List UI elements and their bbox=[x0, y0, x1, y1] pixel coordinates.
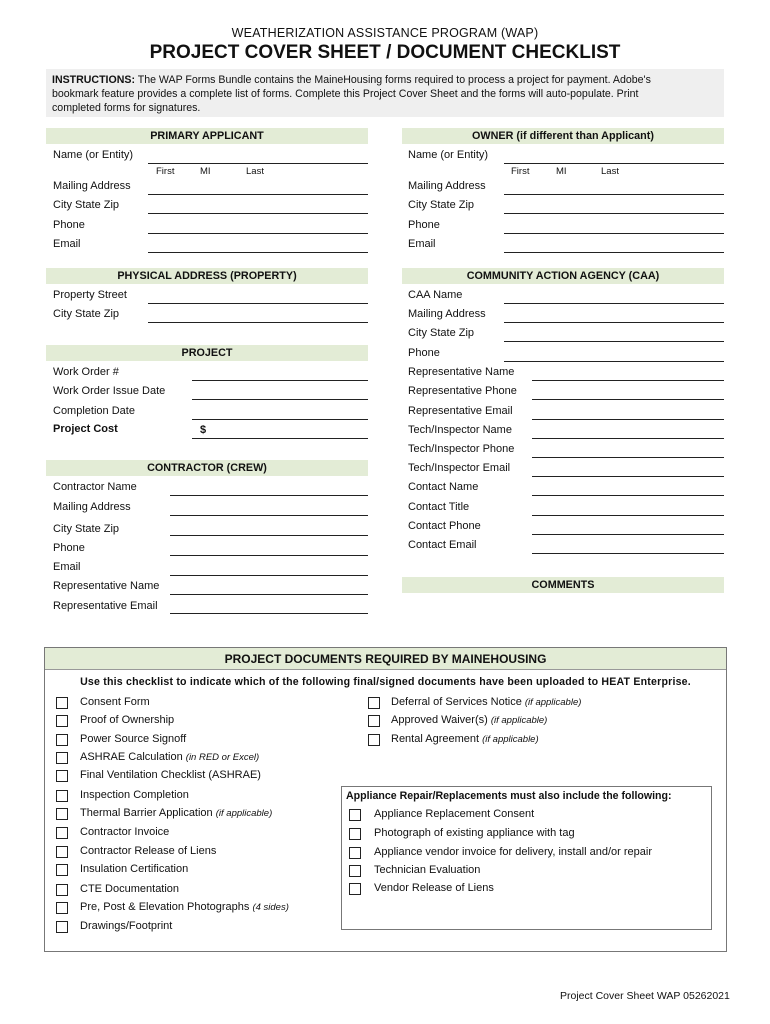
caa-mailing-field[interactable] bbox=[504, 322, 724, 323]
checklist-item-label bbox=[80, 714, 174, 726]
checkbox[interactable] bbox=[368, 715, 380, 727]
checklist-header: PROJECT DOCUMENTS REQUIRED BY MAINEHOUSING bbox=[45, 648, 726, 670]
checklist-item-label bbox=[80, 789, 189, 801]
item-note: (if applicable) bbox=[482, 734, 539, 745]
program-name: WEATHERIZATION ASSISTANCE PROGRAM (WAP) bbox=[231, 26, 539, 40]
primary-email-field[interactable] bbox=[148, 252, 368, 253]
caa-rep-email-field[interactable] bbox=[532, 419, 724, 420]
owner-header: OWNER (if different than Applicant) bbox=[402, 128, 724, 144]
primary-phone-field[interactable] bbox=[148, 233, 368, 234]
checkbox[interactable] bbox=[56, 734, 68, 746]
checkbox[interactable] bbox=[56, 808, 68, 820]
primary-mailing-field[interactable] bbox=[148, 194, 368, 195]
caa-contact-phone-field[interactable] bbox=[532, 534, 724, 535]
item-text: Final Ventilation Checklist (ASHRAE) bbox=[80, 769, 261, 781]
project-cost-label: Project Cost bbox=[53, 423, 118, 435]
item-text: Thermal Barrier Application bbox=[80, 807, 216, 819]
checklist-item-label bbox=[80, 863, 188, 875]
contractor-email-field[interactable] bbox=[170, 575, 368, 576]
checklist-item-label bbox=[80, 696, 150, 708]
instructions-label: INSTRUCTIONS: bbox=[52, 74, 135, 86]
item-text: Contractor Release of Liens bbox=[80, 845, 217, 857]
contractor-name-field[interactable] bbox=[170, 495, 368, 496]
caa-tech-phone-label: Tech/Inspector Phone bbox=[408, 443, 515, 455]
item-text: ASHRAE Calculation bbox=[80, 751, 186, 763]
checkbox[interactable] bbox=[56, 752, 68, 764]
owner-name-label: Name (or Entity) bbox=[408, 149, 489, 161]
item-note: (if applicable) bbox=[524, 697, 582, 708]
caa-name-label: CAA Name bbox=[408, 289, 463, 301]
contractor-rep-email-label: Representative Email bbox=[53, 600, 158, 612]
item-note: (in RED or Excel) bbox=[185, 752, 260, 763]
caa-contact-title-label: Contact Title bbox=[408, 501, 470, 513]
item-note: (if applicable) bbox=[490, 715, 548, 726]
caa-tech-email-label: Tech/Inspector Email bbox=[408, 462, 511, 474]
checklist-item-label bbox=[80, 920, 172, 932]
checklist-item-label bbox=[80, 826, 169, 838]
item-text: Drawings/Footprint bbox=[80, 920, 173, 932]
checkbox[interactable] bbox=[349, 828, 361, 840]
checklist-item-label bbox=[374, 864, 480, 876]
checklist-item-label bbox=[80, 769, 261, 781]
property-street-field[interactable] bbox=[148, 303, 368, 304]
checkbox[interactable] bbox=[56, 715, 68, 727]
caa-contact-email-label: Contact Email bbox=[408, 539, 477, 551]
comments-header: COMMENTS bbox=[402, 577, 724, 593]
checklist-item-label bbox=[374, 808, 534, 820]
item-text: Deferral of Services Notice bbox=[391, 696, 525, 708]
primary-city-label: City State Zip bbox=[53, 199, 120, 211]
instructions bbox=[46, 69, 724, 117]
owner-mailing-label: Mailing Address bbox=[408, 180, 486, 192]
checkbox[interactable] bbox=[56, 902, 68, 914]
owner-phone-label: Phone bbox=[408, 219, 440, 231]
checkbox[interactable] bbox=[56, 790, 68, 802]
caa-phone-label: Phone bbox=[408, 347, 440, 359]
checkbox[interactable] bbox=[349, 847, 361, 859]
work-order-label: Work Order # bbox=[53, 366, 119, 378]
checkbox[interactable] bbox=[368, 734, 380, 746]
caa-rep-email-label: Representative Email bbox=[408, 405, 513, 417]
item-text: Inspection Completion bbox=[80, 789, 189, 801]
checkbox[interactable] bbox=[349, 883, 361, 895]
caa-city-label: City State Zip bbox=[408, 327, 475, 339]
appliance-title: Appliance Repair/Replacements must also include the following: bbox=[346, 790, 672, 802]
checklist-item-label bbox=[80, 751, 259, 763]
checkbox[interactable] bbox=[56, 846, 68, 858]
checklist-item-label bbox=[80, 807, 272, 819]
contractor-header: CONTRACTOR (CREW) bbox=[46, 460, 368, 476]
work-order-field[interactable] bbox=[192, 380, 368, 381]
completion-date-field[interactable] bbox=[192, 419, 368, 420]
checklist-item-label bbox=[374, 827, 575, 839]
checkbox[interactable] bbox=[56, 864, 68, 876]
item-text: Proof of Ownership bbox=[80, 714, 175, 726]
item-note: (4 sides) bbox=[252, 902, 289, 913]
caa-rep-name-field[interactable] bbox=[532, 380, 724, 381]
checklist-item-label bbox=[80, 845, 216, 857]
item-text: CTE Documentation bbox=[80, 883, 180, 895]
completion-date-label: Completion Date bbox=[53, 405, 135, 417]
contractor-phone-field[interactable] bbox=[170, 555, 368, 556]
issue-date-field[interactable] bbox=[192, 399, 368, 400]
checklist-item-label bbox=[80, 883, 179, 895]
checklist-instruction: Use this checklist to indicate which of the following final/signed documents have been uploaded to HEAT Enterprise. bbox=[80, 676, 691, 688]
instructions-text-3: completed forms for signatures. bbox=[52, 102, 201, 114]
caa-tech-email-field[interactable] bbox=[532, 476, 724, 477]
primary-phone-label: Phone bbox=[53, 219, 85, 231]
item-text: Pre, Post & Elevation Photographs bbox=[80, 901, 253, 913]
caa-city-field[interactable] bbox=[504, 341, 724, 342]
primary-applicant-header: PRIMARY APPLICANT bbox=[46, 128, 368, 144]
primary-first-label: First bbox=[156, 166, 175, 177]
caa-rep-name-label: Representative Name bbox=[408, 366, 515, 378]
caa-rep-phone-label: Representative Phone bbox=[408, 385, 517, 397]
contractor-mailing-label: Mailing Address bbox=[53, 501, 131, 513]
caa-name-field[interactable] bbox=[504, 303, 724, 304]
owner-city-label: City State Zip bbox=[408, 199, 475, 211]
contractor-email-label: Email bbox=[53, 561, 81, 573]
checklist-item-label bbox=[374, 846, 652, 858]
primary-name-label: Name (or Entity) bbox=[53, 149, 134, 161]
dollar-sign: $ bbox=[200, 424, 207, 436]
property-city-label: City State Zip bbox=[53, 308, 120, 320]
item-text: Technician Evaluation bbox=[374, 864, 481, 876]
comments-area[interactable] bbox=[402, 595, 724, 625]
primary-mi-label: MI bbox=[200, 166, 211, 177]
owner-mailing-field[interactable] bbox=[504, 194, 724, 195]
contractor-rep-email-field[interactable] bbox=[170, 613, 368, 614]
owner-email-label: Email bbox=[408, 238, 436, 250]
property-street-label: Property Street bbox=[53, 289, 127, 301]
caa-contact-name-label: Contact Name bbox=[408, 481, 479, 493]
owner-email-field[interactable] bbox=[504, 252, 724, 253]
caa-tech-name-label: Tech/Inspector Name bbox=[408, 424, 512, 436]
owner-city-field[interactable] bbox=[504, 213, 724, 214]
page-title: PROJECT COVER SHEET / DOCUMENT CHECKLIST bbox=[149, 42, 621, 63]
project-header: PROJECT bbox=[46, 345, 368, 361]
checkbox[interactable] bbox=[56, 884, 68, 896]
primary-last-label: Last bbox=[246, 166, 264, 177]
item-text: Contractor Invoice bbox=[80, 826, 170, 838]
checkbox[interactable] bbox=[349, 865, 361, 877]
checkbox[interactable] bbox=[349, 809, 361, 821]
checklist-item-label bbox=[80, 733, 186, 745]
owner-last-label: Last bbox=[601, 166, 619, 177]
instructions-text-1: The WAP Forms Bundle contains the MaineHousing forms required to process a project for payment. Adobe's bbox=[134, 74, 651, 86]
caa-tech-phone-field[interactable] bbox=[532, 457, 724, 458]
checkbox[interactable] bbox=[368, 697, 380, 709]
caa-contact-email-field[interactable] bbox=[532, 553, 724, 554]
contractor-rep-name-field[interactable] bbox=[170, 594, 368, 595]
checkbox[interactable] bbox=[56, 697, 68, 709]
caa-contact-title-field[interactable] bbox=[532, 515, 724, 516]
caa-mailing-label: Mailing Address bbox=[408, 308, 486, 320]
item-note: (if applicable) bbox=[215, 808, 273, 819]
owner-phone-field[interactable] bbox=[504, 233, 724, 234]
caa-header: COMMUNITY ACTION AGENCY (CAA) bbox=[402, 268, 724, 284]
issue-date-label: Work Order Issue Date bbox=[53, 385, 166, 397]
instructions-text-2: bookmark feature provides a complete list of forms. Complete this Project Cover Sheet and the forms will auto-populate. Print bbox=[52, 88, 639, 100]
item-text: Photograph of existing appliance with tag bbox=[374, 827, 575, 839]
caa-rep-phone-field[interactable] bbox=[532, 399, 724, 400]
owner-first-label: First bbox=[511, 166, 530, 177]
property-city-field[interactable] bbox=[148, 322, 368, 323]
item-text: Approved Waiver(s) bbox=[391, 714, 491, 726]
owner-mi-label: MI bbox=[556, 166, 567, 177]
checklist-item-label bbox=[391, 714, 547, 726]
footer-form-id: Project Cover Sheet WAP 05262021 bbox=[560, 990, 730, 1002]
checkbox[interactable] bbox=[56, 921, 68, 933]
owner-name-field[interactable] bbox=[504, 163, 724, 164]
caa-contact-name-field[interactable] bbox=[532, 495, 724, 496]
checklist-item-label bbox=[80, 901, 289, 913]
primary-city-field[interactable] bbox=[148, 213, 368, 214]
physical-address-header: PHYSICAL ADDRESS (PROPERTY) bbox=[46, 268, 368, 284]
checklist-item-label bbox=[391, 733, 539, 745]
item-text: Rental Agreement bbox=[391, 733, 483, 745]
primary-name-field[interactable] bbox=[148, 163, 368, 164]
caa-contact-phone-label: Contact Phone bbox=[408, 520, 481, 532]
contractor-rep-name-label: Representative Name bbox=[53, 580, 160, 592]
contractor-name-label: Contractor Name bbox=[53, 481, 137, 493]
contractor-city-field[interactable] bbox=[170, 535, 368, 536]
primary-email-label: Email bbox=[53, 238, 81, 250]
primary-mailing-label: Mailing Address bbox=[53, 180, 131, 192]
checkbox[interactable] bbox=[56, 770, 68, 782]
item-text: Appliance vendor invoice for delivery, install and/or repair bbox=[374, 846, 652, 858]
item-text: Power Source Signoff bbox=[80, 733, 187, 745]
checkbox[interactable] bbox=[56, 827, 68, 839]
contractor-mailing-field[interactable] bbox=[170, 515, 368, 516]
checklist-item-label bbox=[374, 882, 494, 894]
project-cost-field[interactable] bbox=[192, 438, 368, 439]
item-text: Insulation Certification bbox=[80, 863, 189, 875]
caa-phone-field[interactable] bbox=[504, 361, 724, 362]
contractor-phone-label: Phone bbox=[53, 542, 85, 554]
caa-tech-name-field[interactable] bbox=[532, 438, 724, 439]
checklist-item-label bbox=[391, 696, 581, 708]
item-text: Vendor Release of Liens bbox=[374, 882, 494, 894]
item-text: Appliance Replacement Consent bbox=[374, 808, 535, 820]
contractor-city-label: City State Zip bbox=[53, 523, 120, 535]
item-text: Consent Form bbox=[80, 696, 150, 708]
